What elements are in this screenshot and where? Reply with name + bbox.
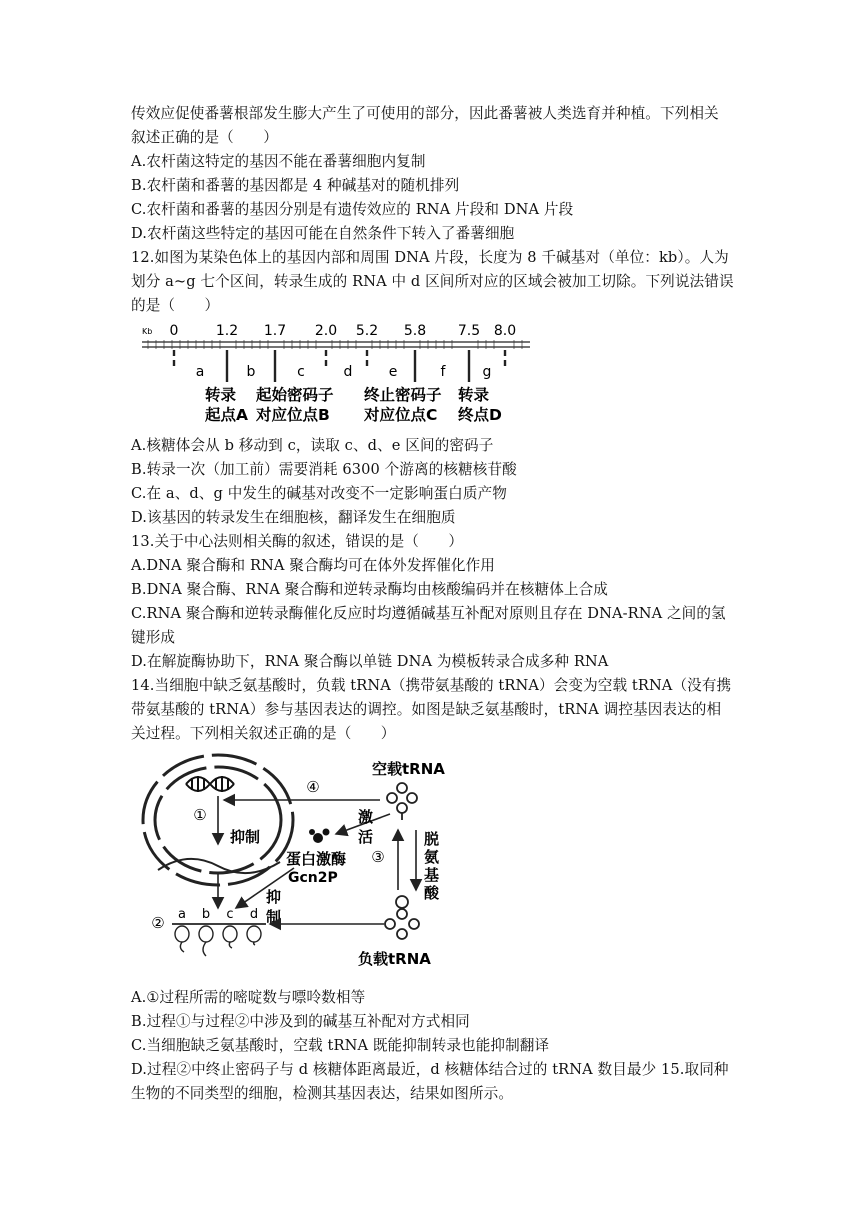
tick-label-1.2: 1.2 xyxy=(215,323,239,339)
site-labels xyxy=(205,385,502,424)
step-1-label: ① xyxy=(193,806,207,824)
region-b: b xyxy=(246,364,256,380)
q14-option-d: D.过程②中终止密码子与 d 核糖体距离最近，d 核糖体结合过的 tRNA 数目最少 15.取同种 xyxy=(131,1061,729,1078)
tick-label-7.5: 7.5 xyxy=(457,323,481,339)
deamino-label-a: 脱 xyxy=(424,830,440,848)
inhibit-label-1: 抑制 xyxy=(230,828,261,846)
step-2-label: ② xyxy=(151,914,165,932)
q15-stem-continued: 生物的不同类型的细胞，检测其基因表达，结果如图所示。 xyxy=(131,1085,514,1102)
q11-stem-line1: 传效应促使番薯根部发生膨大产生了可使用的部分，因此番薯被人类选育并种植。下列相关 xyxy=(131,105,719,122)
q14-stem-line1: 14.当细胞中缺乏氨基酸时，负载 tRNA（携带氨基酸的 tRNA）会变为空载 tRNA（没有携 xyxy=(131,677,732,694)
q14-option-c: C.当细胞缺乏氨基酸时，空载 tRNA 既能抑制转录也能抑制翻译 xyxy=(131,1037,550,1054)
q14-stem-line3: 关过程。下列相关叙述正确的是（ ） xyxy=(131,725,396,742)
q14-option-b: B.过程①与过程②中涉及到的碱基互补配对方式相同 xyxy=(131,1013,470,1030)
unit-label: Kb xyxy=(142,327,153,336)
q13-stem: 13.关于中心法则相关酶的叙述，错误的是（ ） xyxy=(131,533,464,550)
q13-option-d: D.在解旋酶协助下，RNA 聚合酶以单链 DNA 为模板转录合成多种 RNA xyxy=(131,653,609,670)
deamino-label-b: 氨 xyxy=(424,848,440,866)
region-g: g xyxy=(482,364,492,380)
q12-option-b: B.转录一次（加工前）需要消耗 6300 个游离的核糖核苷酸 xyxy=(131,461,517,478)
q13-option-c-line1: C.RNA 聚合酶和逆转录酶催化反应时均遵循碱基互补配对原则且存在 DNA-RNA 之间的氢 xyxy=(131,605,726,622)
tick-label-8.0: 8.0 xyxy=(493,323,517,339)
q11-option-a: A.农杆菌这特定的基因不能在番薯细胞内复制 xyxy=(131,153,426,170)
site-b-bottom: 对应位点B xyxy=(256,406,330,424)
region-e: e xyxy=(388,364,398,380)
step-4-label: ④ xyxy=(306,778,320,796)
q11-stem-line2: 叙述正确的是（ ） xyxy=(131,129,278,146)
q12-stem-line1: 12.如图为某染色体上的基因内部和周围 DNA 片段，长度为 8 千碱基对（单位：kb）。人为 xyxy=(131,249,729,266)
ribosome-c-label: c xyxy=(226,907,234,922)
step-3-label: ③ xyxy=(371,848,385,866)
deamino-label-c: 基 xyxy=(424,866,440,884)
region-f: f xyxy=(440,364,446,380)
q13-option-c-line2: 键形成 xyxy=(131,629,176,646)
site-c-top: 终止密码子 xyxy=(364,386,442,404)
site-d-top: 转录 xyxy=(458,386,490,404)
q13-option-a: A.DNA 聚合酶和 RNA 聚合酶均可在体外发挥催化作用 xyxy=(131,557,495,574)
empty-trna-icon xyxy=(387,783,417,820)
deamino-label-d: 酸 xyxy=(424,884,440,902)
region-d: d xyxy=(343,364,353,380)
tick-label-5.8: 5.8 xyxy=(403,323,427,339)
tick-label-5.2: 5.2 xyxy=(355,323,379,339)
inhibit-label-2b: 制 xyxy=(266,908,282,926)
q12-option-d: D.该基因的转录发生在细胞核，翻译发生在细胞质 xyxy=(131,509,456,526)
activate-label-b: 活 xyxy=(358,828,374,846)
division-marks xyxy=(174,350,505,382)
tick-label-2.0: 2.0 xyxy=(314,323,338,339)
ribosome-d-label: d xyxy=(249,907,259,922)
loaded-trna-label: 负载tRNA xyxy=(358,950,431,968)
trna-regulation-figure xyxy=(140,748,450,980)
activate-label-a: 激 xyxy=(358,808,374,826)
tick-label-1.7: 1.7 xyxy=(263,323,287,339)
ribosomes xyxy=(175,926,261,956)
kinase-label-1: 蛋白激酶 xyxy=(286,850,347,868)
ribosome-b-label: b xyxy=(201,907,211,922)
site-b-top: 起始密码子 xyxy=(256,386,334,404)
empty-trna-label: 空载tRNA xyxy=(372,760,445,778)
q11-option-c: C.农杆菌和番薯的基因分别是有遗传效应的 RNA 片段和 DNA 片段 xyxy=(131,201,574,218)
q12-stem-line2: 划分 a~g 七个区间，转录生成的 RNA 中 d 区间所对应的区域会被加工切除。下列说法错误 xyxy=(131,273,734,290)
region-a: a xyxy=(195,364,205,380)
kinase-label-2: Gcn2P xyxy=(288,870,338,886)
inhibit-label-2a: 抑 xyxy=(266,888,282,906)
q13-option-b: B.DNA 聚合酶、RNA 聚合酶和逆转录酶均由核酸编码并在核糖体上合成 xyxy=(131,581,608,598)
q14-stem-line2: 带氨基酸的 tRNA）参与基因表达的调控。如图是缺乏氨基酸时，tRNA 调控基因表达的相 xyxy=(131,701,722,718)
loaded-trna-icon xyxy=(385,896,419,939)
mrna-in-nucleus xyxy=(158,859,280,873)
q11-option-d: D.农杆菌这些特定的基因可能在自然条件下转入了番薯细胞 xyxy=(131,225,515,242)
ribosome-a-label: a xyxy=(178,907,186,922)
site-a-top: 转录 xyxy=(205,386,237,404)
q12-stem-line3: 的是（ ） xyxy=(131,297,220,314)
site-a-bottom: 起点A xyxy=(205,406,248,424)
q14-option-a: A.①过程所需的嘧啶数与嘌呤数相等 xyxy=(131,989,366,1006)
tick-label-0: 0 xyxy=(169,323,179,339)
dna-helix-icon xyxy=(186,776,234,792)
region-c: c xyxy=(297,364,305,380)
dna-hatching xyxy=(148,340,522,349)
q12-option-c: C.在 a、d、g 中发生的碱基对改变不一定影响蛋白质产物 xyxy=(131,485,507,502)
q12-option-a: A.核糖体会从 b 移动到 c，读取 c、d、e 区间的密码子 xyxy=(131,437,494,454)
q11-option-b: B.农杆菌和番薯的基因都是 4 种碱基对的随机排列 xyxy=(131,177,460,194)
gene-map-figure xyxy=(138,318,538,426)
site-c-bottom: 对应位点C xyxy=(364,406,438,424)
site-d-bottom: 终点D xyxy=(458,406,502,424)
kinase-icon xyxy=(309,829,330,844)
